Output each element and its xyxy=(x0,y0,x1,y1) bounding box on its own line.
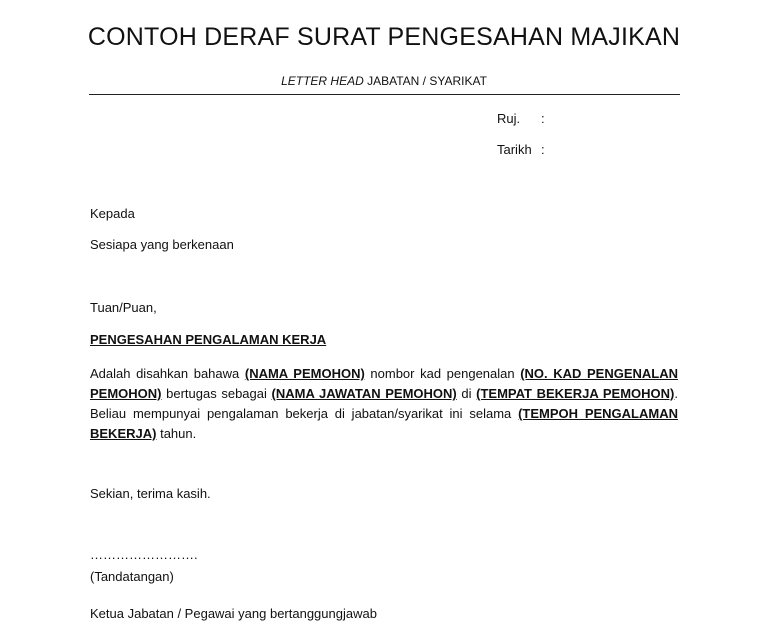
signature-dotted-line: ……………………. xyxy=(90,547,198,562)
placeholder-experience-duration: (TEMPOH PENGALAMAN xyxy=(518,406,678,421)
signatory-title: Ketua Jabatan / Pegawai yang bertanggungjawab xyxy=(90,606,377,621)
body-line-2 xyxy=(90,384,678,404)
date-separator: : xyxy=(541,142,545,157)
body-text: nombor kad pengenalan xyxy=(364,366,521,381)
letterhead-italic: LETTER HEAD xyxy=(281,74,364,88)
placeholder-ic-number-cont: PEMOHON) xyxy=(90,386,162,401)
closing-line: Sekian, terima kasih. xyxy=(90,486,211,501)
body-text: . xyxy=(674,386,678,401)
body-line-1 xyxy=(90,364,678,384)
letterhead-line xyxy=(0,73,768,89)
signature-label: (Tandatangan) xyxy=(90,569,174,584)
date-row xyxy=(497,141,545,159)
body-text: di xyxy=(456,386,477,401)
reference-label: Ruj. xyxy=(497,111,521,126)
reference-row xyxy=(497,110,545,128)
subject-line: PENGESAHAN PENGALAMAN KERJA xyxy=(90,332,327,347)
salutation: Tuan/Puan, xyxy=(90,300,157,315)
reference-separator: : xyxy=(541,111,545,126)
recipient-kepada: Kepada xyxy=(90,206,135,221)
placeholder-ic-number: (NO. KAD PENGENALAN xyxy=(520,366,679,381)
body-text: Beliau mempunyai pengalaman bekerja di jabatan/syarikat ini selama xyxy=(90,406,519,421)
body-text: Adalah disahkan bahawa xyxy=(90,366,245,381)
recipient-name: Sesiapa yang berkenaan xyxy=(90,237,234,252)
body-line-4 xyxy=(90,424,678,444)
placeholder-job-title: (NAMA JAWATAN PEMOHON) xyxy=(271,386,457,401)
placeholder-applicant-name: (NAMA PEMOHON) xyxy=(244,366,365,381)
date-label: Tarikh xyxy=(497,142,532,157)
placeholder-workplace: (TEMPAT BEKERJA PEMOHON) xyxy=(476,386,675,401)
body-text: tahun. xyxy=(156,426,197,441)
body-line-3 xyxy=(90,404,678,424)
letterhead-organization: JABATAN / SYARIKAT xyxy=(363,74,487,88)
body-text: bertugas sebagai xyxy=(161,386,272,401)
letterhead-divider xyxy=(89,94,680,95)
body-paragraph xyxy=(90,364,678,444)
document-title: CONTOH DERAF SURAT PENGESAHAN MAJIKAN xyxy=(87,23,681,51)
placeholder-experience-duration-cont: BEKERJA) xyxy=(90,426,157,441)
